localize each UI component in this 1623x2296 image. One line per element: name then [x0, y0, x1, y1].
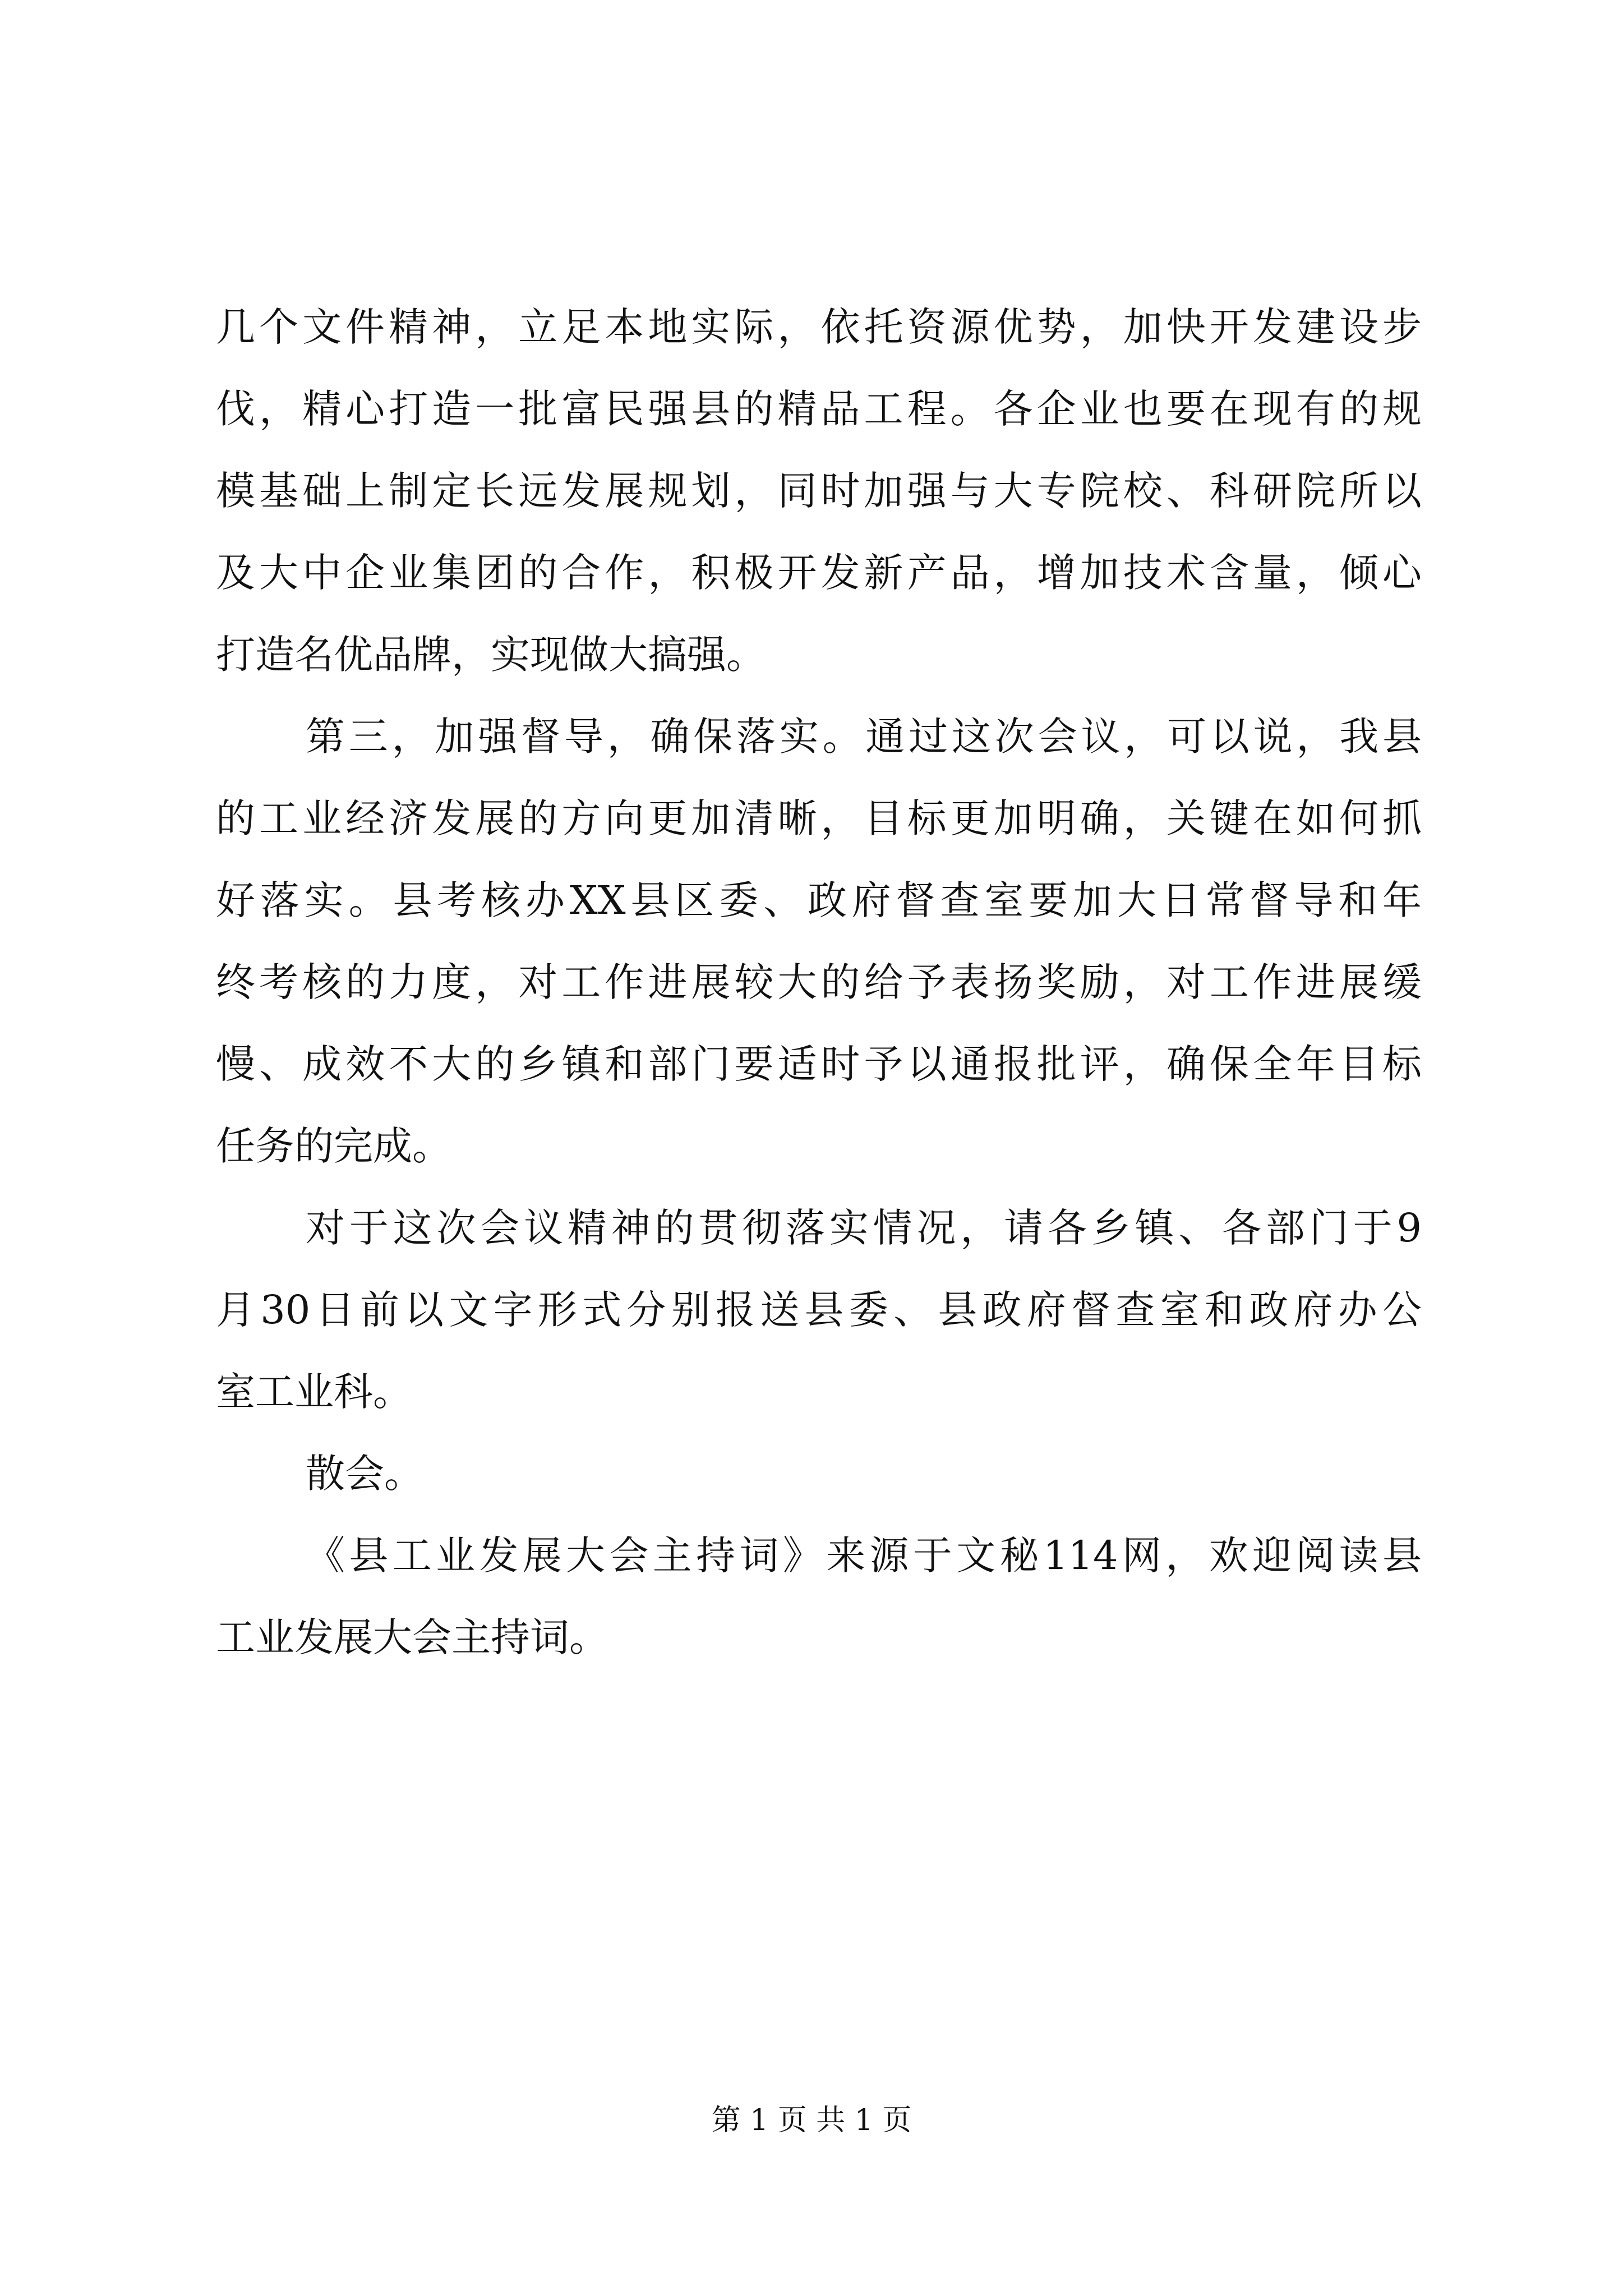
text-line: 几个文件精神，立足本地实际，依托资源优势，加快开发建设步 — [216, 304, 1422, 350]
paragraph-start-line: 《县工业发展大会主持词》来源于文秘114网，欢迎阅读县 — [306, 1533, 1422, 1579]
text-line: 任务的完成。 — [216, 1123, 451, 1169]
text-line: 终考核的力度，对工作进展较大的给予表扬奖励，对工作进展缓 — [216, 959, 1422, 1005]
paragraph-start-line: 对于这次会议精神的贯彻落实情况，请各乡镇、各部门于9 — [306, 1205, 1422, 1251]
text-line: 的工业经济发展的方向更加清晰，目标更加明确，关键在如何抓 — [216, 795, 1422, 841]
text-line: 工业发展大会主持词。 — [216, 1614, 608, 1660]
text-line: 室工业科。 — [216, 1369, 412, 1415]
document-body — [216, 286, 1422, 1678]
text-line: 月30日前以文字形式分别报送县委、县政府督查室和政府办公 — [216, 1287, 1422, 1333]
page-footer: 第 1 页 共 1 页 — [711, 2104, 912, 2137]
text-line: 及大中企业集团的合作，积极开发新产品，增加技术含量，倾心 — [216, 550, 1422, 596]
text-line: 模基础上制定长远发展规划，同时加强与大专院校、科研院所以 — [216, 468, 1422, 514]
paragraph-start-line: 散会。 — [306, 1451, 423, 1497]
text-line: 伐，精心打造一批富民强县的精品工程。各企业也要在现有的规 — [216, 386, 1422, 432]
text-line: 打造名优品牌，实现做大搞强。 — [216, 632, 766, 678]
text-line: 好落实。县考核办XX县区委、政府督查室要加大日常督导和年 — [216, 877, 1422, 923]
paragraph-start-line: 第三，加强督导，确保落实。通过这次会议，可以说，我县 — [306, 714, 1422, 760]
text-line: 慢、成效不大的乡镇和部门要适时予以通报批评，确保全年目标 — [216, 1041, 1422, 1087]
